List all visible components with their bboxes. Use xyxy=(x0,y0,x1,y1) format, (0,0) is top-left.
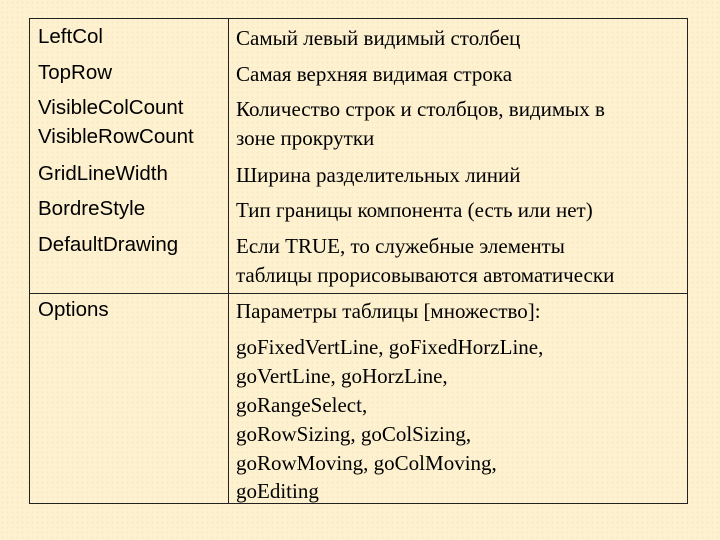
desc-options-line1: Параметры таблицы [множество]: xyxy=(236,299,541,323)
desc-defaultdrawing-line2: таблицы прорисовываются автоматически xyxy=(236,263,615,287)
desc-toprow: Самая верхняя видимая строка xyxy=(236,62,513,86)
prop-options: Options xyxy=(38,298,109,321)
desc-visiblecount-line2: зоне прокрутки xyxy=(236,126,375,150)
desc-gridlinewidth: Ширина разделительных линий xyxy=(236,163,521,187)
desc-options-line4: goRangeSelect, xyxy=(236,393,368,417)
column-divider xyxy=(228,18,229,504)
prop-gridlinewidth: GridLineWidth xyxy=(38,162,168,185)
desc-bordrestyle: Тип границы компонента (есть или нет) xyxy=(236,198,593,222)
desc-visiblecount-line1: Количество строк и столбцов, видимых в xyxy=(236,97,605,121)
desc-options-line6: goRowMoving, goColMoving, xyxy=(236,451,497,475)
prop-visiblerowcount: VisibleRowCount xyxy=(38,125,194,148)
options-row-separator xyxy=(29,293,688,294)
prop-leftcol: LeftCol xyxy=(38,25,103,48)
prop-bordrestyle: BordreStyle xyxy=(38,197,146,220)
desc-options-line2: goFixedVertLine, goFixedHorzLine, xyxy=(236,335,544,359)
desc-options-line7: goEditing xyxy=(236,479,319,503)
prop-visiblecolcount: VisibleColCount xyxy=(38,96,184,119)
prop-toprow: TopRow xyxy=(38,61,113,84)
desc-options-line3: goVertLine, goHorzLine, xyxy=(236,364,448,388)
prop-defaultdrawing: DefaultDrawing xyxy=(38,233,179,256)
desc-options-line5: goRowSizing, goColSizing, xyxy=(236,422,472,446)
desc-leftcol: Самый левый видимый столбец xyxy=(236,26,521,50)
desc-defaultdrawing-line1: Если TRUE, то служебные элементы xyxy=(236,234,565,258)
